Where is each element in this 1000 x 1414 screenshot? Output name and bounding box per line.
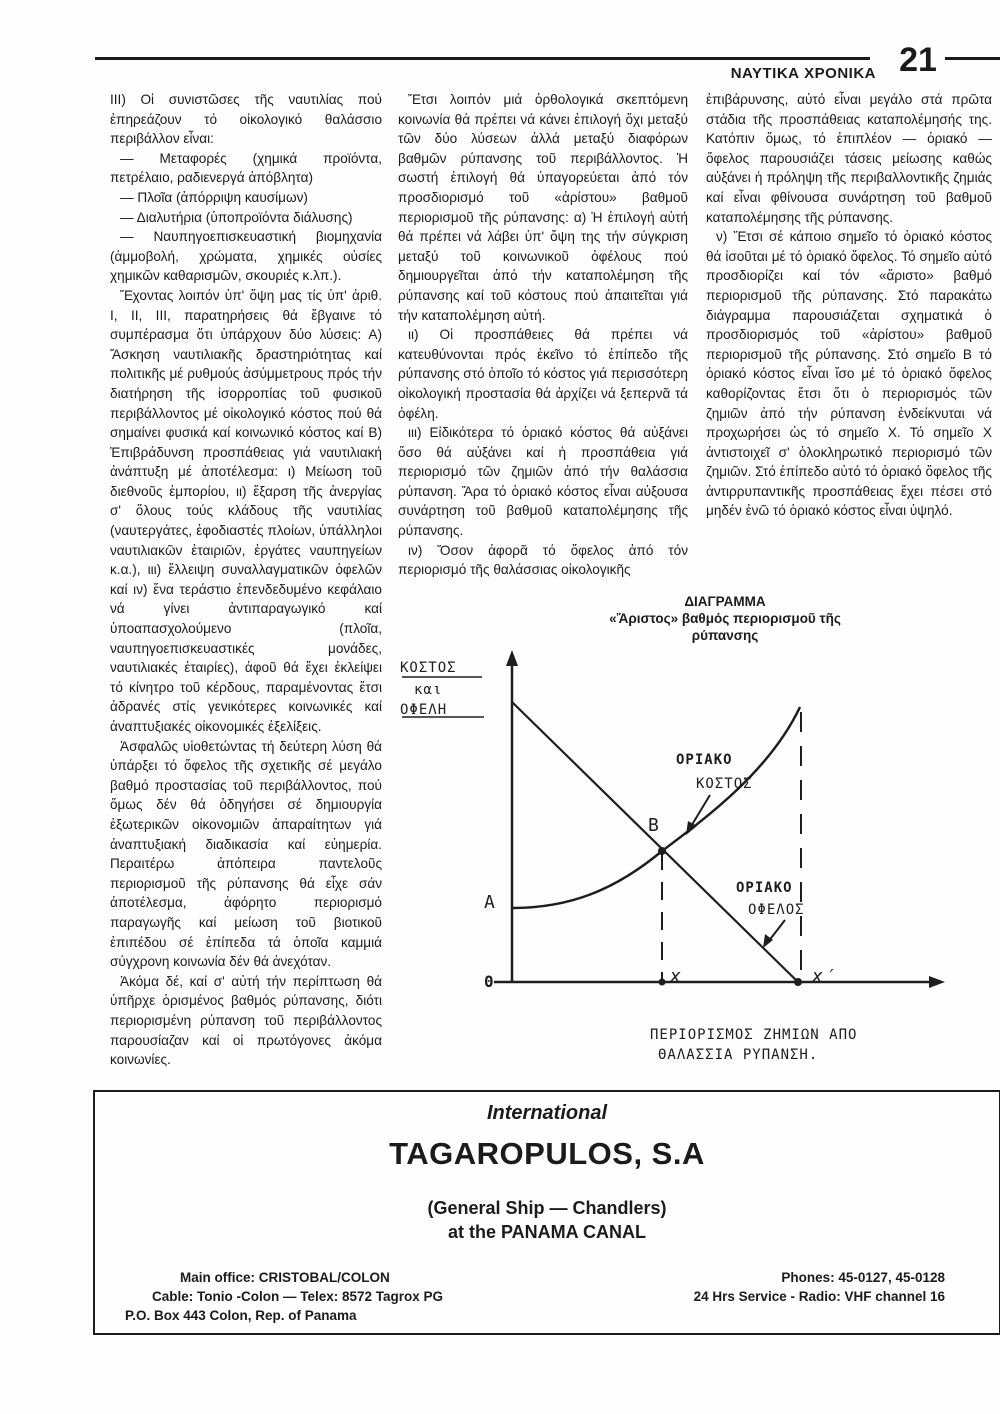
ad-service: 24 Hrs Service - Radio: VHF channel 16 — [693, 1289, 945, 1304]
ad-subtitle-line-1: (General Ship — Chandlers) — [427, 1198, 667, 1218]
text-column-2 — [398, 90, 688, 580]
cost-curve-label-line-1: ΟΡΙΑΚΟ — [676, 752, 733, 768]
text-column-3 — [706, 90, 992, 521]
diagram-subheading: «Ἄριστος» βαθμός περιορισμοῦ τῆς — [609, 611, 841, 626]
marginal-benefit-line — [512, 702, 798, 982]
x-axis-arrow — [929, 976, 945, 988]
paragraph: ιν) Ὅσον ἀφορᾶ τό ὄφελος ἀπό τόν περιορισμό τῆς θαλάσσιας οἰκολογικῆς — [398, 542, 688, 578]
cost-curve-label-line-2: ΚΟΣΤΟΣ — [696, 776, 753, 792]
cost-label-arrowhead — [686, 821, 697, 835]
y-axis-arrow — [506, 650, 518, 666]
page-number: 21 — [899, 41, 937, 79]
ad-tagline: International — [486, 1102, 607, 1124]
ad-contact-right — [645, 1268, 945, 1306]
point-b-marker — [658, 847, 666, 855]
y-axis-label-line-1: ΚΟΣΤΟΣ — [400, 660, 457, 676]
paragraph: Ἔχοντας λοιπόν ὑπ' ὄψη μας τίς ὑπ' ἀριθ. Ι, ΙΙ, ΙΙΙ, παρατηρήσεις θά ἔβγαινε τό συμπέρασμα ὅτι ὑπάρχουν δύο λύσεις: Α) Ἄσκηση ναυτιλιακῆς δραστηριότητας καί πολιτικῆς μέ ρυθμούς ἀσύμμετρους πρός τήν διατήρηση τῆς ἰσορροπίας τοῦ φυσικοῦ περιβάλλοντος μέ οἰκολογικό κόστος πού θά σημαίνει φυσικά καί κοινωνικό κόστος καί Β) Ἐπιβράδυνση προσπάθειας γιά ναυτιλιακή ἀνάπτυξη μέ ἀποτέλεσμα: ι) Μείωση τοῦ διεθνοῦς ἐμπορίου, ιι) ἔξαρση τῆς ἀνεργίας σ' ὅλους τούς κλάδους τῆς ναυτιλίας (ναυτεργάτες, ἐφοδιαστές πλοίων, ὑπάλληλοι ναυτιλιακῶν ἑταιριῶν, ἐργάτες ναυπηγείων κ.α.), ιιι) ἔλλειψη συναλλαγματικῶν ὀφελῶν καί ιν) ἕνα τεράστιο ἐπενδεδυμένο κεφάλαιο νά γίνει ἀντιπαραγωγικό καί ὑποαπασχολούμενο (πλοῖα, ναυπηγοεπισκευαστικές μονάδες, ναυτιλιακές ἑταιρίες), ἀφοῦ θά ἔχει ἐκλείψει τό κίνητρο τοῦ κέρδους, παραμένοντας ἔτσι ἀδρανές στίς γενικότερες κοινωνικές καί ἀναπτυξιακές οἰκονομικές ἐξελίξεις. — [110, 287, 382, 734]
ad-cable-telex: Cable: Tonio -Colon — Telex: 8572 Tagrox PG — [152, 1289, 444, 1304]
point-x-label: x — [670, 966, 682, 987]
origin-label: 0 — [484, 972, 495, 991]
marginal-cost-curve — [512, 707, 800, 908]
paragraph: ἐπιβάρυνσης, αὐτό εἶναι μεγάλο στά πρῶτα στάδια τῆς προσπάθειας καταπολέμησής της. Κατόπιν ὅμως, τό ἐπιπλέον — ὁριακό — ὄφελος παρουσιάζει τάσεις μείωσης καθώς αὐξάνει ἡ πρόληψη τῆς περιβαλλοντικῆς ζημιάς καί εἶναι φθίνουσα συνάρτηση τοῦ βαθμοῦ καταπολέμησης τῆς ρύπανσης. — [706, 92, 992, 225]
paragraph: Ἀκόμα δέ, καί σ' αὐτή τήν περίπτωση θά ὑπῆρχε ὁρισμένος βαθμός ρύπανσης, διότι περιορισμένη ρύπανση τοῦ περιβάλλοντος παρουσίαζαν καί οἱ πρωτόγονες ἀκόμα κοινωνίες. — [110, 973, 382, 1068]
y-axis-label-line-2: και — [414, 682, 443, 698]
paragraph: — Ναυπηγοεπισκευαστική βιομηχανία (ἀμμοβολή, χρώματα, χημικές οὐσίες χημικῶν καθαρισμῶν, σκουριές κ.λπ.). — [110, 229, 382, 284]
paragraph: — Διαλυτήρια (ὑποπροϊόντα διάλυσης) — [120, 209, 353, 225]
paragraph: Ἀσφαλῶς υἱοθετώντας τή δεύτερη λύση θά ὑπάρξει τό ὄφελος τῆς σχετικῆς σέ μεγάλο βαθμό προστασίας τοῦ περιβάλλοντος, πού ὅμως δέν θά ὁδηγήσει σέ δημιουργία ἐξωτερικῶν οἰκονομιῶν ἀπαραίτητων γιά ἀναπτυξιακή διαδικασία καί εὐημερία. Περαιτέρω ἀπόπειρα παντελοῦς περιορισμοῦ τῆς ρύπανσης θά εἶχε σάν ἀποτέλεσμα, ἀφόρητο περιορισμό παραγωγῆς καί μείωση τοῦ βιοτικοῦ ἐπιπέδου σέ ἐπίπεδα τά ὁποῖα καμμιά σύγχρονη κοινωνία δέν θά ἀνεχόταν. — [110, 738, 382, 970]
section-title: ΝΑΥΤΙΚΑ ΧΡΟΝΙΚΑ — [730, 65, 876, 82]
ad-company-name: TAGAROPULOS, S.A — [389, 1136, 705, 1171]
header-rule — [95, 57, 870, 60]
point-x-prime-label: x′ — [812, 966, 836, 987]
paragraph: ιιι) Εἰδικότερα τό ὁριακό κόστος θά αὐξάνει ὅσο θά αὐξάνει καί ἡ προσπάθεια γιά περιορισμό τῶν ζημιῶν ἀπό τήν θαλάσσια ρύπανση. Ἄρα τό ὁριακό κόστος εἶναι αὐξουσα συνάρτηση τοῦ βαθμοῦ καταπολέμησης τῆς ρύπανσης. — [398, 425, 688, 539]
x-axis-label-line-2: ΘΑΛΑΣΣΙΑ ΡΥΠΑΝΣΗ. — [658, 1047, 819, 1063]
ad-contact-left — [125, 1268, 443, 1325]
header-rule-right — [945, 57, 1000, 60]
diagram-drawing — [380, 590, 990, 1070]
paragraph: ν) Ἔτσι σέ κάποιο σημεῖο τό ὁριακό κόστος θά ἰσοῦται μέ τό ὁριακό ὄφελος. Τό σημεῖο αὐτό προσδιορίζει καί τόν «ἄριστο» βαθμό περιορισμοῦ τῆς ρύπανσης. Στό παρακάτω διάγραμμα παρουσιάζεται σχηματικά ὁ προσδιορισμός τοῦ «ἀρίστου» βαθμοῦ περιορισμοῦ τῆς ρύπανσης. Στό σημεῖο Β τό ὁριακό κόστος εἶναι ἴσο μέ τό ὁριακό ὄφελος καθορίζοντας ἔτσι ὅτι ὁ περιορισμός τῶν ζημιῶν ἀπό τήν ρύπανση ἐνδείκνυται νά προχωρήσει ὡς τό σημεῖο Χ. Τό σημεῖο Χ ἀντιστοιχεῖ σ' ὁλοκληρωτικό περιορισμό τῶν ζημιῶν. Στό ἐπίπεδο αὐτό τό ὁριακό ὄφελος τῆς ἀντιρρυπαντικῆς προσπάθειας ἔχει πέσει στό μηδέν ἐνῶ τό ὁριακό κόστος εἶναι ὑψηλό. — [706, 229, 992, 519]
ad-subtitle — [95, 1196, 999, 1244]
ad-phones: Phones: 45-0127, 45-0128 — [781, 1270, 945, 1285]
diagram-subheading-2: ρύπανσης — [691, 628, 759, 643]
paragraph: Ἔτσι λοιπόν μιά ὀρθολογικά σκεπτόμενη κοινωνία θά πρέπει νά κάνει ἐπιλογή ὄχι μεταξύ τῶν δύο λύσεων ἀλλά μεταξύ διαφόρων βαθμῶν ρύπανσης τοῦ περιβάλλοντος. Ἡ σωστή ἐπιλογή θά ὑπαγορεύεται ἀπό τόν προσδιορισμό τοῦ «ἀρίστου» βαθμοῦ περιορισμοῦ τῆς ρύπανσης: α) Ἡ ἐπιλογή αὐτή θά πρέπει νά λάβει ὑπ' ὄψη της τήν σύγκριση μεταξύ τοῦ κοινωνικοῦ ὀφέλους πού δημιουργεῖται ἀπό τήν καταπολέμηση τῆς ρύπανσης καί τοῦ κόστους πού ἀπαιτεῖται γιά τήν καταπολέμηση αὐτή. — [398, 92, 688, 323]
x-axis-label-line-1: ΠΕΡΙΟΡΙΣΜΟΣ ΖΗΜΙΩΝ ΑΠΟ — [650, 1027, 858, 1043]
diagram-heading: ΔΙΑΓΡΑΜΜΑ — [684, 594, 766, 609]
paragraph: — Πλοῖα (ἀπόρριψη καυσίμων) — [120, 189, 308, 205]
paragraph: ΙΙΙ) Οἱ συνιστῶσες τῆς ναυτιλίας πού ἐπηρεάζουν τό οἰκολογικό θαλάσσιο περιβάλλον εἶναι: — [110, 92, 382, 147]
point-x-marker — [659, 979, 666, 986]
y-axis-label-line-3: ΟΦΕΛΗ — [400, 702, 448, 718]
point-x-prime-marker — [794, 978, 802, 986]
paragraph: — Μεταφορές (χημικά προϊόντα, πετρέλαιο, ραδιενεργά ἀπόβλητα) — [110, 150, 382, 186]
ad-main-office: Main office: CRISTOBAL/COLON — [180, 1270, 390, 1285]
paragraph: ιι) Οἱ προσπάθειες θά πρέπει νά κατευθύνονται πρός ἐκεῖνο τό ἐπίπεδο τῆς ρύπανσης στό ὁποῖο τό κόστος γιά περισσότερη οἰκολογική προστασία θά ἀρχίζει νά ξεπερνᾶ τά ὀφέλη. — [398, 327, 688, 421]
advertisement-box — [93, 1090, 1000, 1335]
optimal-pollution-diagram — [380, 590, 990, 1070]
benefit-curve-label-line-2: ΟΦΕΛΟΣ — [748, 902, 805, 918]
point-a-label: A — [484, 892, 496, 913]
ad-po-box: P.O. Box 443 Colon, Rep. of Panama — [125, 1308, 357, 1323]
benefit-curve-label-line-1: ΟΡΙΑΚΟ — [736, 880, 793, 896]
text-column-1 — [110, 90, 382, 1070]
point-b-label: B — [648, 815, 660, 836]
ad-subtitle-line-2: at the PANAMA CANAL — [448, 1222, 646, 1242]
